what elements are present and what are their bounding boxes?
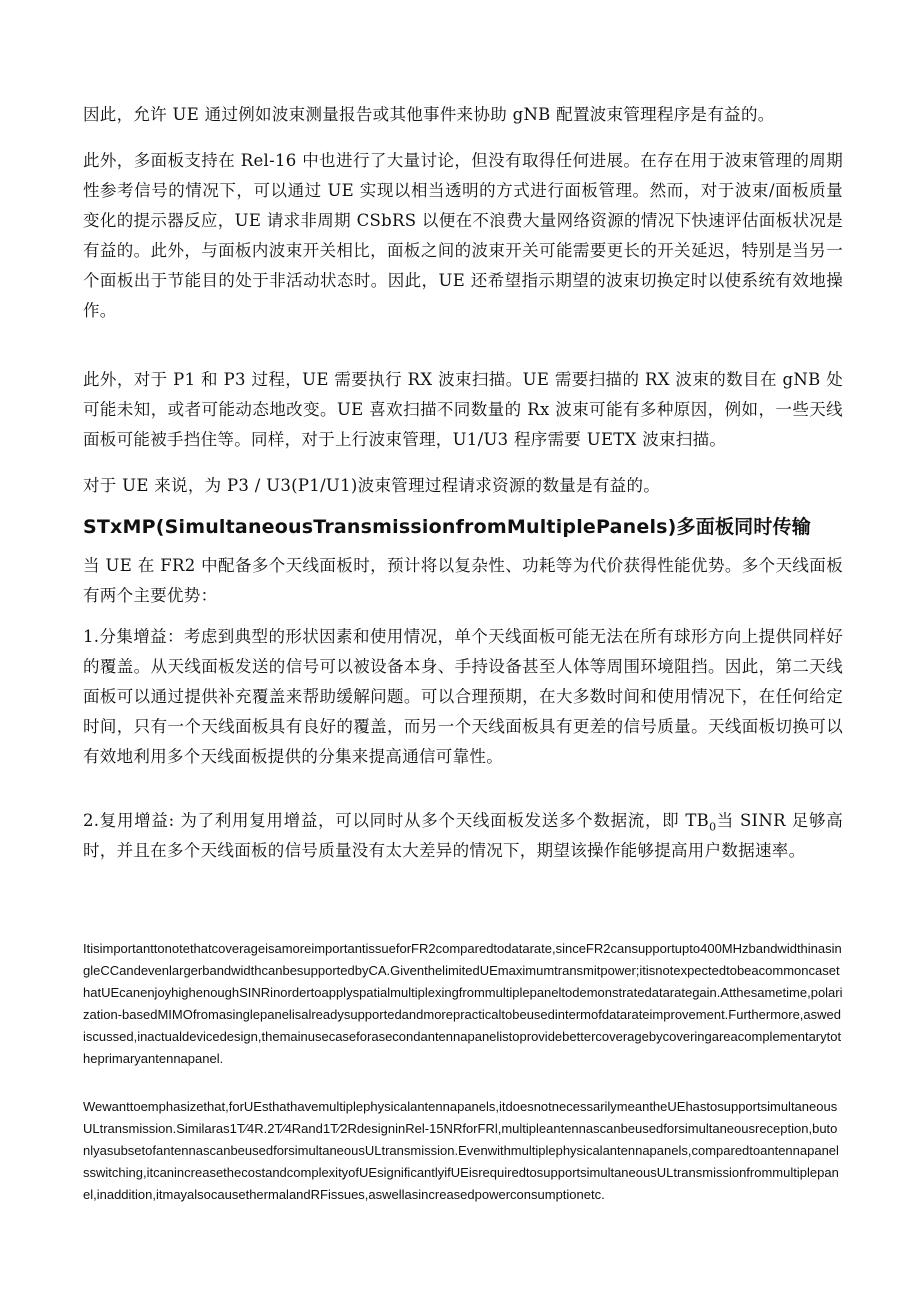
- tb-subscript: 0: [709, 820, 717, 834]
- paragraph-multi-panel-advantages: 当 UE 在 FR2 中配备多个天线面板时，预计将以复杂性、功耗等为代价获得性能优势。多个天线面板有两个主要优势：: [83, 556, 843, 605]
- paragraph-english-coverage: ItisimportanttonotethatcoverageisamoreimportantissueforFR2comparedtodatarate,sinceFR2cansupportupto400MHzbandwidthinasingleCCandevenlargerbandwidthcanbesupportedbyCA.GiventhelimitedUEmaximumtransmitpower;itisnotexpectedtobeacommoncasethatUEcanenjoyhighenoughSINRinordertoapplyspatialmultiplexingfrommultiplepaneltodemonstratedatarategain.Atthesametime,polarization-basedMIMOfromasinglepanelisalreadysupportedandmorepracticaltobeusedintermofdatarateimprovement.Furthermore,aswediscussed,inactualdevicedesign,themainusecaseforasecondantennapanelistoprovidebettercoveragebycoveringareacomplementarytotheprimaryantennapanel.: [83, 941, 843, 1066]
- paragraph-beam-management-assist: 因此，允许 UE 通过例如波束测量报告或其他事件来协助 gNB 配置波束管理程序是有益的。: [83, 105, 775, 124]
- paragraph-multi-panel-support: 此外，多面板支持在 Rel-16 中也进行了大量讨论，但没有取得任何进展。在存在用于波束管理的周期性参考信号的情况下，可以通过 UE 实现以相当透明的方式进行面板管理。然而，对于波束/面板质量变化的提示器反应，UE 请求非周期 CSbRS 以便在不浪费大量网络资源的情况下快速评估面板状况是有益的。此外，与面板内波束开关相比，面板之间的波束开关可能需要更长的开关延迟，特别是当另一个面板出于节能目的处于非活动状态时。因此，UE 还希望指示期望的波束切换定时以使系统有效地操作。: [83, 151, 843, 320]
- paragraph-diversity-gain: 1.分集增益：考虑到典型的形状因素和使用情况，单个天线面板可能无法在所有球形方向上提供同样好的覆盖。从天线面板发送的信号可以被设备本身、手持设备甚至人体等周围环境阻挡。因此，第二天线面板可以通过提供补充覆盖来帮助缓解问题。可以合理预期，在大多数时间和使用情况下，在任何给定时间，只有一个天线面板具有良好的覆盖，而另一个天线面板具有更差的信号质量。天线面板切换可以有效地利用多个天线面板提供的分集来提高通信可靠性。: [83, 627, 843, 766]
- multiplexing-text-part-2: 当 SINR 足够高时，并且在多个天线面板的信号质量没有太大差异的情况下，期望该操作能够提高用户数据速率。: [83, 811, 844, 860]
- multiplexing-text-part-1: 2.复用增益: 为了利用复用增益，可以同时从多个天线面板发送多个数据流，即 TB: [83, 811, 710, 830]
- paragraph-english-simultaneous-ul: Wewanttoemphasizethat,forUEsthathavemultiplephysicalantennapanels,itdoesnotnecessarilymeantheUEhastosupportsimultaneousULtransmission.Similaras1T⁄4R.2T⁄4Rand1T⁄2RdesigninRel-15NRforFRl,multipleantennascanbeusedforsimultaneousreception,butonlyasubsetofantennascanbeusedforsimultaneousULtransmission.Evenwithmultiplephysicalantennapanels,comparedtoantennapanelsswitching,itcanincreasethecostandcomplexityofUEsignificantlyifUEisrequiredtosupportsimultaneousULtransmissionfrommultiplepanel,inaddition,itmayalsocausethermalandRFissues,aswellasincreasedpowerconsumptionetc.: [83, 1099, 839, 1202]
- paragraph-multiplexing-gain: [83, 806, 843, 866]
- paragraph-rx-beam-sweep: 此外，对于 P1 和 P3 过程，UE 需要执行 RX 波束扫描。UE 需要扫描的 RX 波束的数目在 gNB 处可能未知，或者可能动态地改变。UE 喜欢扫描不同数量的 Rx 波束可能有多种原因，例如，一些天线面板可能被手挡住等。同样，对于上行波束管理，U1/U3 程序需要 UETX 波束扫描。: [83, 370, 843, 449]
- paragraph-resource-request: 对于 UE 来说，为 P3 / U3(P1/U1)波束管理过程请求资源的数量是有益的。: [83, 476, 661, 495]
- section-heading-stxmp: STxMP(SimultaneousTransmissionfromMultiplePanels)多面板同时传输: [83, 516, 811, 538]
